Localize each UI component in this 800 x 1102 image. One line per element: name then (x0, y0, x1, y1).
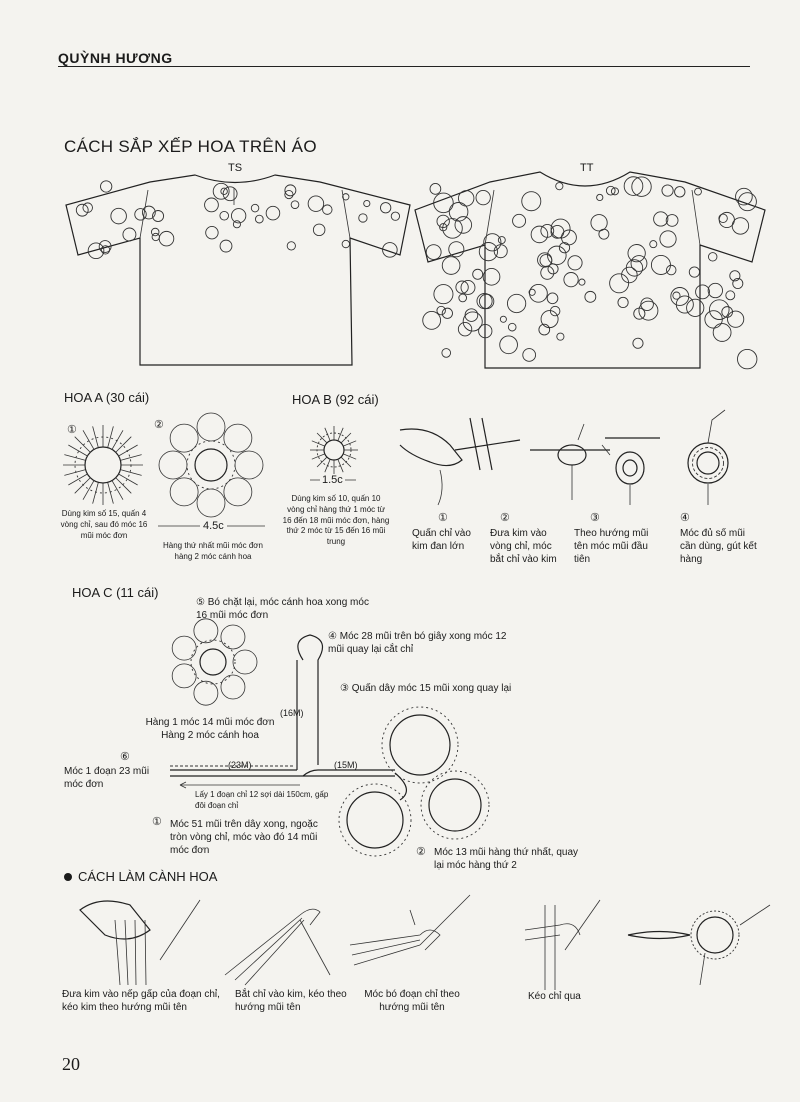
ring-step1-marker: ① (438, 512, 448, 524)
flower-c-step6: Móc 1 đoạn 23 mũi móc đơn (64, 766, 150, 790)
flower-c-length-16: (16M) (280, 708, 304, 718)
branch-step2-text: Bắt chỉ vào kim, kéo theo hướng mũi tên (235, 989, 347, 1013)
flower-c-flower-note: Hàng 1 móc 14 mũi móc đơn Hàng 2 móc cánh hoa (145, 717, 275, 741)
flower-c-length-15: (15M) (334, 760, 358, 770)
flower-b-title: HOA B (92 cái) (292, 392, 379, 407)
ring-step3-marker: ③ (590, 512, 600, 524)
flower-b-size: 1.5c (322, 474, 343, 486)
page-header-brand: QUỲNH HƯƠNG (58, 50, 173, 66)
branch-step4-text: Kéo chỉ qua (528, 991, 581, 1002)
flower-a-step1-marker: ① (67, 424, 77, 436)
branch-step1-text: Đưa kim vào nếp gấp của đoạn chỉ, kéo kim theo hướng mũi tên (62, 989, 220, 1013)
flower-c-step4: ④ Móc 28 mũi trên bó giây xong móc 12 mũi quay lại cắt chỉ (328, 631, 507, 655)
flower-a-title: HOA A (30 cái) (64, 390, 150, 405)
shirt-back-label: TS (228, 162, 243, 174)
page-number: 20 (62, 1054, 80, 1074)
flower-b-note: Dùng kim số 10, quấn 10 vòng chỉ hàng thứ 1 móc từ 16 đến 18 mũi móc đơn, hàng thứ 2 móc từ 15 đến 16 mũi trung (282, 494, 390, 547)
flower-a-note2: Hàng thứ nhất mũi móc đơn hàng 2 móc cánh hoa (163, 541, 263, 561)
flower-c-step1: Móc 51 mũi trên dây xong, ngoặc tròn vòng chỉ, móc vào đó 14 mũi móc đơn (170, 819, 318, 856)
branch-step3-text: Móc bó đoạn chỉ theo hướng mũi tên (364, 989, 460, 1013)
ring-step3-text: Theo hướng mũi tên móc mũi đầu tiên (574, 528, 649, 565)
ring-step1-text: Quấn chỉ vào kim đan lớn (412, 528, 471, 552)
branch-section-title: CÁCH LÀM CÀNH HOA (78, 869, 218, 884)
flower-c-length-23: (23M) (228, 760, 252, 770)
flower-c-title: HOA C (11 cái) (72, 585, 159, 600)
ring-step2-marker: ② (500, 512, 510, 524)
flower-c-step2: Móc 13 mũi hàng thứ nhất, quay lại móc hàng thứ 2 (434, 847, 579, 871)
ring-step2-text: Đưa kim vào vòng chỉ, móc bắt chỉ vào kim (490, 528, 557, 565)
flower-c-step1-marker: ① (152, 816, 162, 828)
flower-c-step6-marker: ⑥ (120, 751, 130, 763)
flower-a-note1: Dùng kim số 15, quấn 4 vòng chỉ, sau đó móc 16 mũi móc đơn (60, 509, 148, 540)
ring-step4-marker: ④ (680, 512, 690, 524)
flower-a-size: 4.5c (200, 520, 227, 532)
flower-a-step2-marker: ② (154, 419, 164, 431)
flower-c-step3: ③ Quấn dây móc 15 mũi xong quay lại (340, 683, 512, 694)
shirt-front-label: TT (580, 162, 594, 174)
flower-c-thread-note: Lấy 1 đoạn chỉ 12 sợi dài 150cm, gấp đôi đoạn chỉ (195, 790, 329, 810)
page-title: CÁCH SẮP XẾP HOA TRÊN ÁO (64, 137, 317, 156)
flower-c-step5: ⑤ Bó chặt lại, móc cánh hoa xong móc 16 mũi móc đơn (196, 597, 369, 621)
ring-step4-text: Móc đủ số mũi cần dùng, gút kết hàng (680, 528, 757, 565)
flower-c-step2-marker: ② (416, 846, 426, 858)
